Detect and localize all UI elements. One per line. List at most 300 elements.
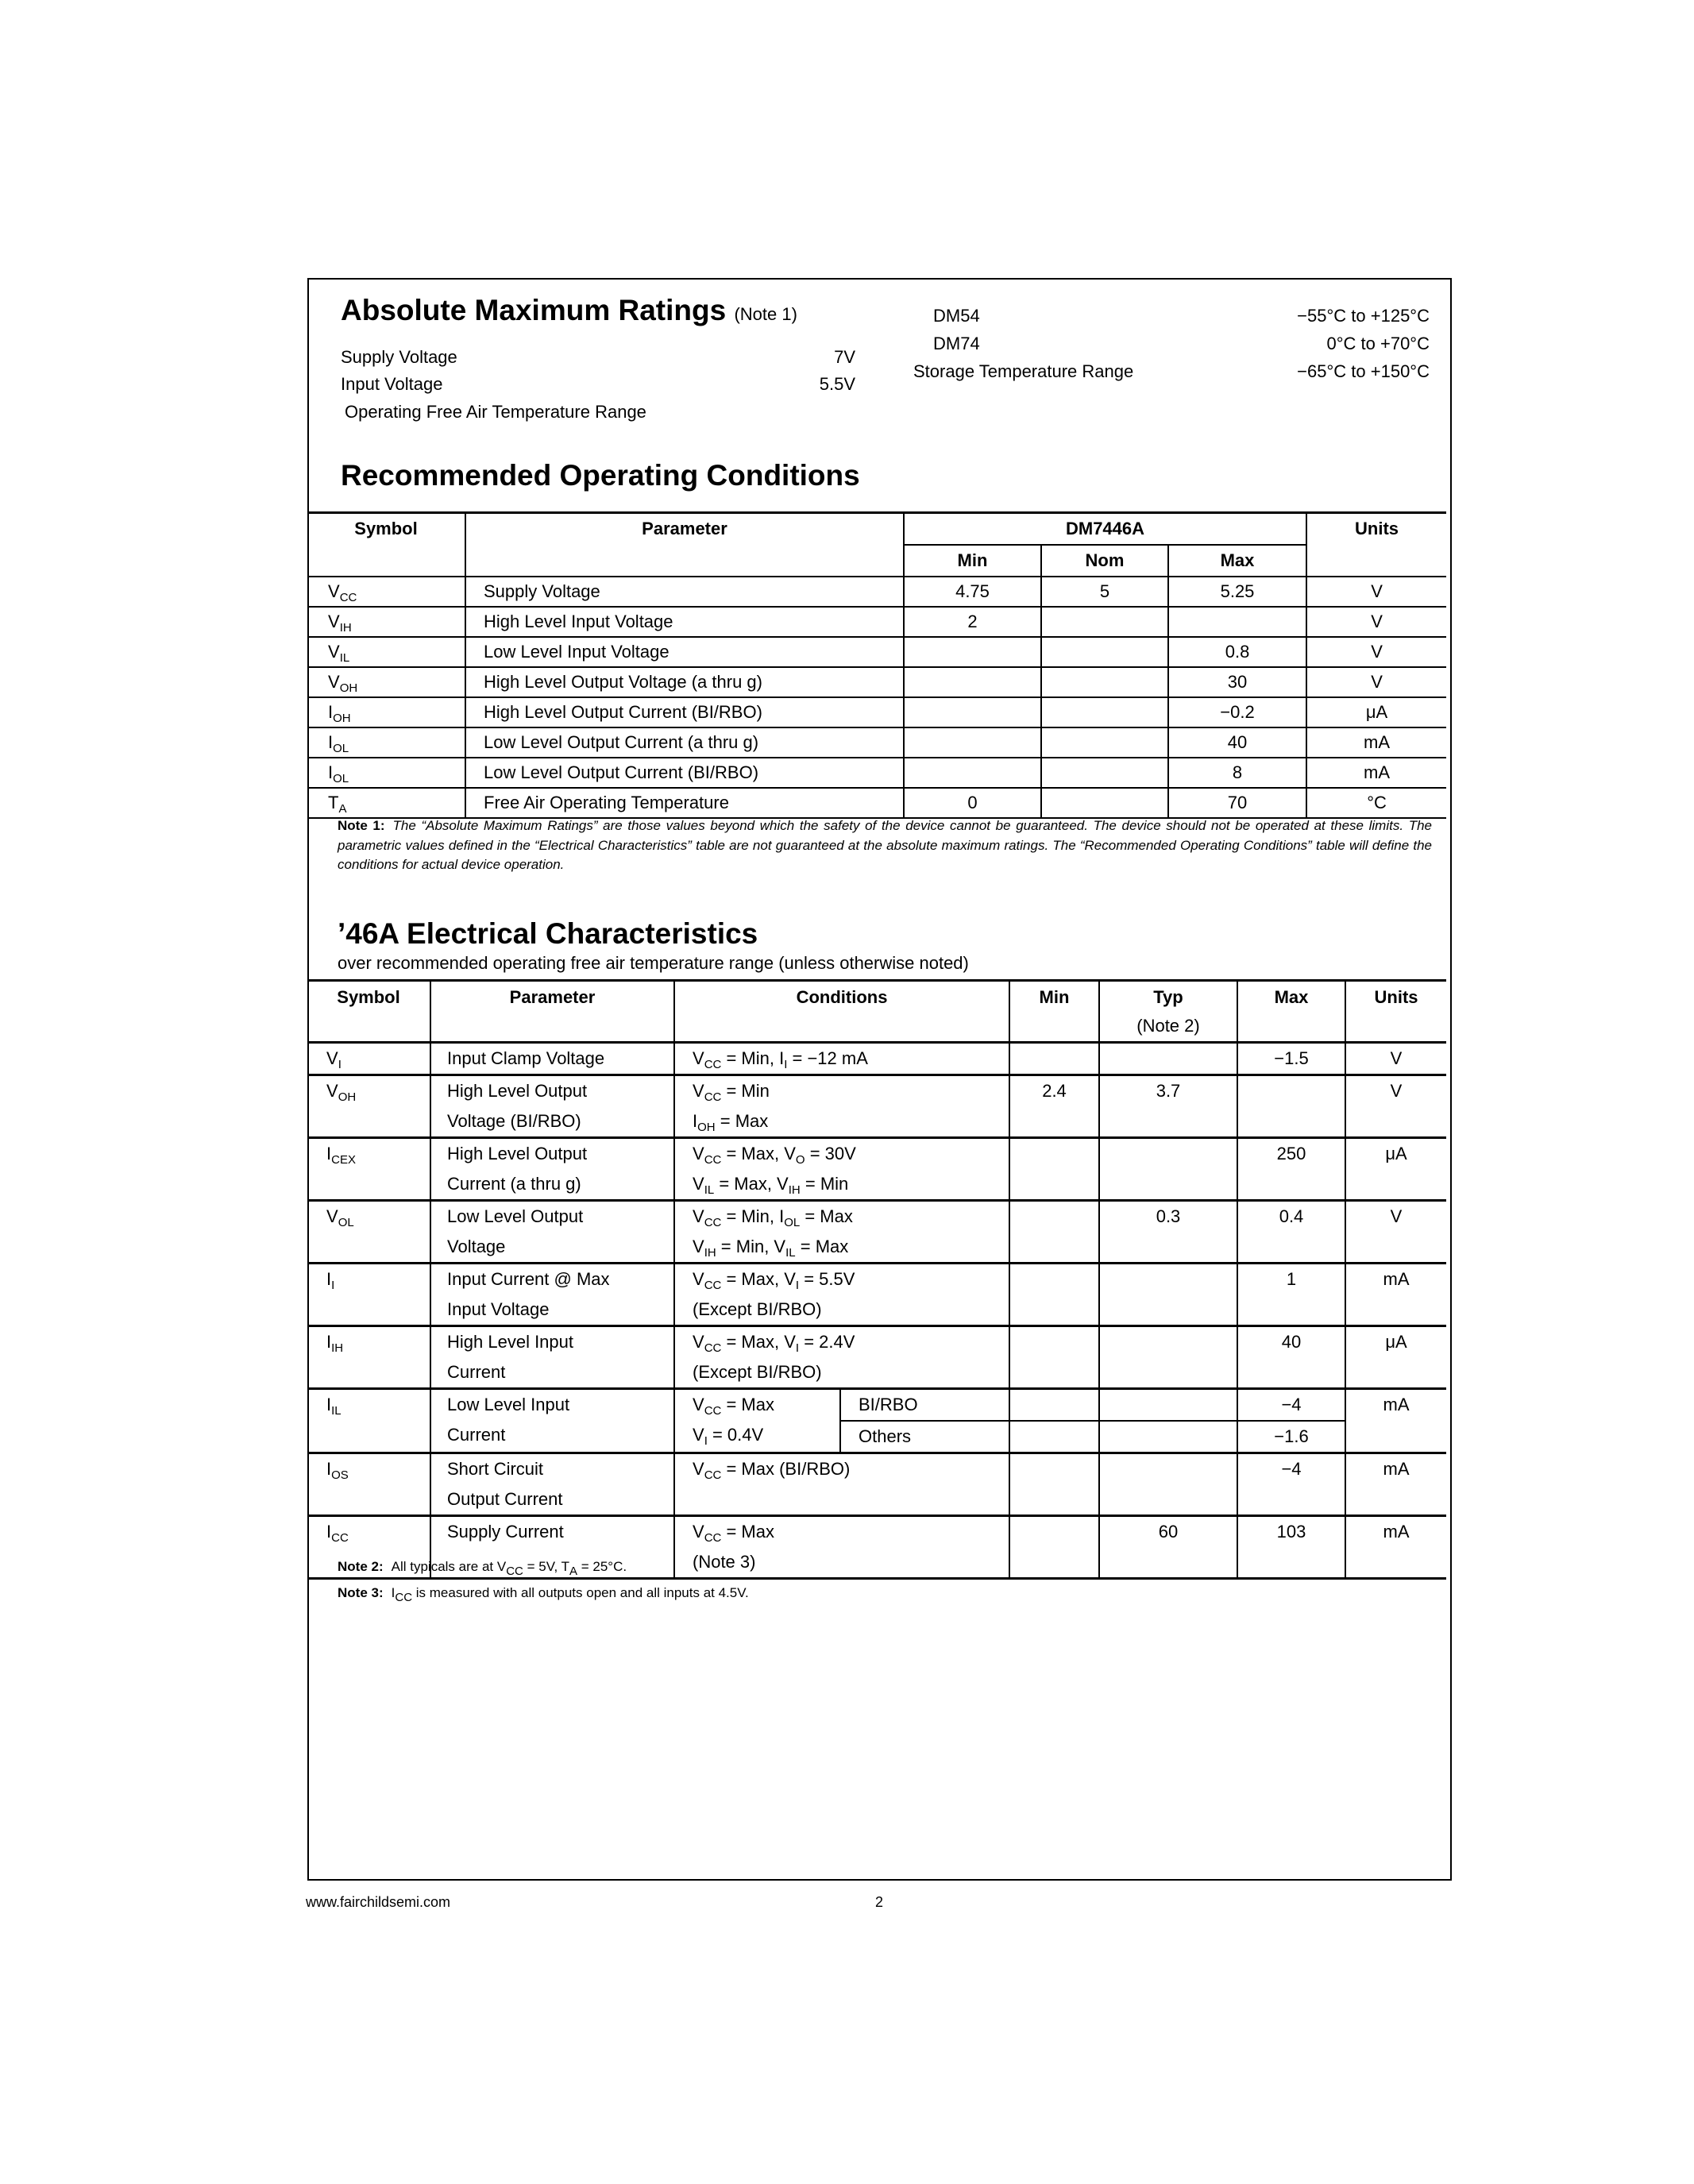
- conditions-cell-line: [693, 1390, 839, 1420]
- text-segment: V: [693, 1425, 704, 1445]
- abs-right-label: DM74: [933, 334, 980, 353]
- subscript: CC: [704, 1531, 722, 1545]
- parameter-cell: Low Level Output Current (a thru g): [465, 727, 904, 758]
- col-header-symbol: Symbol: [307, 981, 430, 1043]
- nom-cell: [1041, 758, 1168, 788]
- subscript: I: [331, 1279, 335, 1292]
- col-header-parameter: Parameter: [465, 513, 904, 577]
- text-segment: I: [326, 1459, 332, 1479]
- col-header-min: Min: [1009, 981, 1099, 1043]
- units-cell: μA: [1345, 1138, 1446, 1201]
- units-cell: mA: [1345, 1389, 1446, 1453]
- parameter-cell: [430, 1326, 674, 1389]
- max-cell: 30: [1168, 667, 1306, 697]
- max-cell: 5.25: [1168, 577, 1306, 607]
- subscript: I: [784, 1058, 788, 1071]
- rec-ops-title: Recommended Operating Conditions: [341, 459, 860, 492]
- table-row: [307, 1043, 1446, 1075]
- min-cell: [1009, 1201, 1099, 1264]
- min-cell: [1009, 1326, 1099, 1389]
- max-cell: [1168, 607, 1306, 637]
- text-segment: V: [693, 1048, 704, 1068]
- symbol-cell: [307, 788, 465, 818]
- parameter-cell: Low Level Output Current (BI/RBO): [465, 758, 904, 788]
- subscript: OH: [339, 681, 358, 695]
- subscript: IL: [339, 651, 350, 665]
- parameter-cell: Supply Voltage: [465, 577, 904, 607]
- conditions-cell-line: [693, 1106, 1009, 1136]
- min-cell: [904, 637, 1041, 667]
- parameter-cell: [430, 1138, 674, 1201]
- text-segment: = Max, V: [721, 1332, 796, 1352]
- text-segment: V: [328, 612, 340, 631]
- max-cell: 0.8: [1168, 637, 1306, 667]
- table-row: [307, 1201, 1446, 1264]
- min-cell: [904, 758, 1041, 788]
- text-segment: T: [328, 793, 339, 812]
- nom-cell: [1041, 667, 1168, 697]
- text-segment: I: [391, 1585, 396, 1600]
- text-segment: V: [693, 1206, 704, 1226]
- parameter-cell-line: Current (a thru g): [447, 1174, 581, 1194]
- note-3-text: [391, 1585, 749, 1604]
- conditions-cell: [674, 1075, 1009, 1138]
- parameter-cell-line: Voltage: [447, 1237, 506, 1256]
- col-header-nom: Nom: [1041, 545, 1168, 577]
- text-segment: = 2.4V: [799, 1332, 855, 1352]
- text-segment: V: [326, 1206, 338, 1226]
- abs-max-note-ref: (Note 1): [734, 304, 797, 324]
- abs-right-label: Storage Temperature Range: [913, 361, 1134, 381]
- table-row: [307, 667, 1446, 697]
- typ-cell: 60: [1099, 1516, 1237, 1579]
- units-cell: V: [1345, 1043, 1446, 1075]
- text-segment: V: [328, 581, 340, 601]
- text-segment: V: [693, 1332, 704, 1352]
- parameter-cell-line: Current: [447, 1362, 506, 1382]
- conditions-cell-line: [693, 1547, 1009, 1577]
- table-row: [307, 697, 1446, 727]
- min-cell: [1009, 1389, 1099, 1422]
- units-cell: °C: [1306, 788, 1446, 818]
- max-cell: 0.4: [1237, 1201, 1345, 1264]
- units-cell: mA: [1345, 1516, 1446, 1579]
- subscript: I: [338, 1058, 342, 1071]
- abs-item-value: 5.5V: [819, 374, 855, 394]
- max-cell: 250: [1237, 1138, 1345, 1201]
- table-row: [307, 1453, 1446, 1516]
- text-segment: I: [693, 1111, 698, 1131]
- subscript: A: [569, 1565, 578, 1578]
- subscript: CC: [331, 1531, 349, 1545]
- col-header-units: Units: [1306, 513, 1446, 577]
- subscript: CC: [704, 1216, 722, 1229]
- parameter-cell-line: Input Voltage: [447, 1299, 550, 1319]
- symbol-cell: [307, 637, 465, 667]
- symbol-cell: [307, 758, 465, 788]
- max-cell: 103: [1237, 1516, 1345, 1579]
- units-cell: μA: [1306, 697, 1446, 727]
- col-header-max: Max: [1168, 545, 1306, 577]
- max-cell: −1.5: [1237, 1043, 1345, 1075]
- table-row: [307, 758, 1446, 788]
- conditions-cell-line: [693, 1169, 1009, 1199]
- table-row: [307, 1326, 1446, 1389]
- subscript: CC: [395, 1591, 413, 1604]
- col-header-parameter: Parameter: [430, 981, 674, 1043]
- units-cell: μA: [1345, 1326, 1446, 1389]
- text-segment: = Min, I: [721, 1206, 785, 1226]
- conditions-cell: [674, 1264, 1009, 1326]
- nom-cell: [1041, 637, 1168, 667]
- abs-item-label: Supply Voltage: [341, 347, 457, 367]
- parameter-cell-line: Low Level Output: [447, 1206, 584, 1226]
- parameter-cell-line: Input Clamp Voltage: [447, 1048, 605, 1068]
- text-segment: = Min, V: [716, 1237, 786, 1256]
- text-segment: = Max: [721, 1395, 774, 1414]
- min-cell: [1009, 1516, 1099, 1579]
- text-segment: = 5V, T: [523, 1559, 569, 1574]
- conditions-cell: [674, 1326, 1009, 1389]
- subscript: CC: [704, 1090, 722, 1104]
- table-row: [307, 607, 1446, 637]
- conditions-cell: [674, 1389, 840, 1453]
- units-cell: mA: [1345, 1264, 1446, 1326]
- note-1: [338, 816, 1432, 875]
- conditions-cell-line: [693, 1232, 1009, 1262]
- subscript: OL: [338, 1216, 354, 1229]
- text-segment: = Max: [721, 1522, 774, 1542]
- units-cell: V: [1306, 607, 1446, 637]
- subscript: CEX: [331, 1153, 356, 1167]
- conditions-cell-line: [693, 1420, 839, 1450]
- min-cell: 2.4: [1009, 1075, 1099, 1138]
- text-segment: = 5.5V: [799, 1269, 855, 1289]
- units-cell: V: [1306, 577, 1446, 607]
- text-segment: V: [693, 1522, 704, 1542]
- subscript: OH: [697, 1121, 716, 1134]
- text-segment: V: [328, 642, 340, 662]
- text-segment: I: [328, 732, 334, 752]
- symbol-cell: [307, 607, 465, 637]
- conditions-cell-line: [693, 1454, 1009, 1484]
- symbol-cell: [307, 1138, 430, 1201]
- typ-cell: [1099, 1326, 1237, 1389]
- table-row: [307, 577, 1446, 607]
- min-cell: [1009, 1453, 1099, 1516]
- symbol-cell: [307, 727, 465, 758]
- note-2-label: Note 2:: [338, 1559, 384, 1574]
- parameter-cell: [430, 1075, 674, 1138]
- text-segment: = −12 mA: [787, 1048, 868, 1068]
- min-cell: 2: [904, 607, 1041, 637]
- min-cell: [904, 727, 1041, 758]
- text-segment: = Max, V: [721, 1144, 796, 1163]
- symbol-cell: [307, 1264, 430, 1326]
- parameter-cell: [430, 1264, 674, 1326]
- typ-cell: [1099, 1138, 1237, 1201]
- subscript: IH: [788, 1183, 801, 1197]
- conditions-cell-line: [693, 1517, 1009, 1547]
- symbol-cell: [307, 697, 465, 727]
- min-cell: 4.75: [904, 577, 1041, 607]
- parameter-cell-line: High Level Input: [447, 1332, 573, 1352]
- text-segment: I: [326, 1269, 332, 1289]
- text-segment: V: [328, 672, 340, 692]
- symbol-cell: [307, 1389, 430, 1453]
- subscript: IL: [785, 1246, 796, 1260]
- parameter-cell: High Level Output Voltage (a thru g): [465, 667, 904, 697]
- parameter-cell-line: Output Current: [447, 1489, 563, 1509]
- subscript: OL: [784, 1216, 801, 1229]
- subscript: OH: [333, 712, 351, 725]
- nom-cell: 5: [1041, 577, 1168, 607]
- symbol-cell: [307, 667, 465, 697]
- text-segment: V: [693, 1395, 704, 1414]
- subscript: I: [704, 1434, 708, 1448]
- parameter-cell-line: Short Circuit: [447, 1459, 544, 1479]
- min-cell: [1009, 1043, 1099, 1075]
- typ-cell: [1099, 1389, 1237, 1422]
- text-segment: = 0.4V: [707, 1425, 764, 1445]
- typ-cell: [1099, 1264, 1237, 1326]
- typ-cell: [1099, 1421, 1237, 1453]
- subscript: IL: [704, 1183, 715, 1197]
- text-segment: = Max: [800, 1206, 853, 1226]
- nom-cell: [1041, 727, 1168, 758]
- elec-subtitle: over recommended operating free air temperature range (unless otherwise noted): [338, 953, 969, 973]
- text-segment: I: [328, 702, 334, 722]
- note-2: [338, 1559, 627, 1578]
- symbol-cell: [307, 1201, 430, 1264]
- max-cell: −4: [1237, 1453, 1345, 1516]
- subscript: I: [795, 1279, 800, 1292]
- text-segment: = Min, I: [721, 1048, 785, 1068]
- text-segment: V: [693, 1459, 704, 1479]
- col-header-group: DM7446A: [904, 513, 1306, 546]
- page-number: 2: [875, 1894, 884, 1910]
- max-cell: 40: [1237, 1326, 1345, 1389]
- text-segment: (Except BI/RBO): [693, 1299, 822, 1319]
- text-segment: V: [693, 1081, 704, 1101]
- min-cell: [1009, 1138, 1099, 1201]
- parameter-cell: [430, 1453, 674, 1516]
- subscript: OH: [338, 1090, 357, 1104]
- conditions-cell: [674, 1453, 1009, 1516]
- subscript: OL: [333, 742, 349, 755]
- subscript: CC: [506, 1565, 523, 1578]
- text-segment: (Except BI/RBO): [693, 1362, 822, 1382]
- subscript: IH: [339, 621, 352, 635]
- max-cell: 8: [1168, 758, 1306, 788]
- elec-title: ’46A Electrical Characteristics: [338, 917, 758, 950]
- table-row: [307, 1389, 1446, 1422]
- parameter-cell-line: Supply Current: [447, 1522, 564, 1542]
- text-segment: All typicals are at V: [391, 1559, 507, 1574]
- nom-cell: [1041, 607, 1168, 637]
- units-cell: V: [1306, 667, 1446, 697]
- conditions-cell-line: [693, 1327, 1009, 1357]
- conditions-cell-line: [693, 1139, 1009, 1169]
- conditions-cell-line: [693, 1264, 1009, 1295]
- subscript: CC: [704, 1404, 722, 1418]
- subscript: O: [795, 1153, 805, 1167]
- nom-cell: [1041, 788, 1168, 818]
- text-segment: = Max: [795, 1237, 849, 1256]
- text-segment: (Note 3): [693, 1552, 756, 1572]
- parameter-cell-line: Current: [447, 1425, 506, 1445]
- table-row: [307, 1075, 1446, 1138]
- subscript: IH: [704, 1246, 716, 1260]
- units-cell: mA: [1306, 727, 1446, 758]
- symbol-cell: [307, 1453, 430, 1516]
- parameter-cell-line: Voltage (BI/RBO): [447, 1111, 581, 1131]
- min-cell: [904, 697, 1041, 727]
- parameter-cell: [430, 1201, 674, 1264]
- symbol-cell: [307, 1043, 430, 1075]
- typ-cell: 0.3: [1099, 1201, 1237, 1264]
- conditions-cell-line: [693, 1044, 1009, 1074]
- text-segment: V: [693, 1237, 704, 1256]
- subscript: CC: [339, 591, 357, 604]
- abs-item-value: 7V: [834, 347, 855, 367]
- abs-max-title: Absolute Maximum Ratings (Note 1): [341, 294, 797, 326]
- max-cell: 70: [1168, 788, 1306, 818]
- text-segment: I: [326, 1522, 332, 1542]
- abs-right-value: 0°C to +70°C: [1326, 334, 1430, 353]
- op-temp-label: Operating Free Air Temperature Range: [345, 402, 646, 422]
- parameter-cell: [430, 1043, 674, 1075]
- max-cell: [1237, 1075, 1345, 1138]
- subscript: CC: [704, 1153, 722, 1167]
- text-segment: = Min: [800, 1174, 849, 1194]
- subscript: OS: [331, 1468, 349, 1482]
- max-cell: −4: [1237, 1389, 1345, 1422]
- footer-url[interactable]: www.fairchildsemi.com: [306, 1894, 451, 1910]
- text-segment: I: [326, 1144, 332, 1163]
- max-cell: 40: [1168, 727, 1306, 758]
- text-segment: = Max, V: [721, 1269, 796, 1289]
- typ-cell: [1099, 1453, 1237, 1516]
- conditions-cell: [674, 1201, 1009, 1264]
- table-row: [307, 727, 1446, 758]
- text-segment: V: [326, 1048, 338, 1068]
- conditions-cell: [674, 1043, 1009, 1075]
- table-row: [307, 637, 1446, 667]
- conditions-cell-line: [693, 1295, 1009, 1325]
- text-segment: = 30V: [805, 1144, 856, 1163]
- text-segment: = Min: [721, 1081, 770, 1101]
- elec-table: [307, 979, 1446, 1580]
- parameter-cell-line: Input Current @ Max: [447, 1269, 610, 1289]
- sub-condition-cell: Others: [840, 1421, 1009, 1453]
- table-row: [307, 1264, 1446, 1326]
- text-segment: is measured with all outputs open and all inputs at 4.5V.: [412, 1585, 749, 1600]
- subscript: CC: [704, 1468, 722, 1482]
- parameter-cell: Low Level Input Voltage: [465, 637, 904, 667]
- subscript: IH: [331, 1341, 344, 1355]
- subscript: CC: [704, 1341, 722, 1355]
- typ-cell: [1099, 1043, 1237, 1075]
- units-cell: V: [1306, 637, 1446, 667]
- conditions-cell-line: [693, 1076, 1009, 1106]
- min-cell: [904, 667, 1041, 697]
- parameter-cell: Free Air Operating Temperature: [465, 788, 904, 818]
- subscript: OL: [333, 772, 349, 785]
- table-row: [307, 788, 1446, 818]
- parameter-cell-line: Low Level Input: [447, 1395, 570, 1414]
- note-3-label: Note 3:: [338, 1585, 384, 1600]
- max-cell: −1.6: [1237, 1421, 1345, 1453]
- table-row: [307, 1138, 1446, 1201]
- subscript: CC: [704, 1058, 722, 1071]
- symbol-cell: [307, 1326, 430, 1389]
- parameter-cell-line: High Level Output: [447, 1081, 588, 1101]
- units-cell: mA: [1306, 758, 1446, 788]
- subscript: CC: [704, 1279, 722, 1292]
- units-cell: V: [1345, 1201, 1446, 1264]
- text-segment: V: [326, 1081, 338, 1101]
- parameter-cell-line: High Level Output: [447, 1144, 588, 1163]
- text-segment: I: [326, 1332, 332, 1352]
- note-1-text: The “Absolute Maximum Ratings” are those values beyond which the safety of the device cannot be guaranteed. The device should not be operated at these limits. The parametric values defined in the “Electrical Characteristics” table are not guaranteed at the absolute maximum ratings. The “Recommended Operating Conditions” table will define the conditions for actual device operation.: [338, 818, 1432, 872]
- text-segment: = Max, V: [714, 1174, 789, 1194]
- abs-right-value: −65°C to +150°C: [1297, 361, 1430, 381]
- min-cell: [1009, 1421, 1099, 1453]
- text-segment: V: [693, 1174, 704, 1194]
- conditions-cell-line: [693, 1357, 1009, 1387]
- col-header-conditions: Conditions: [674, 981, 1009, 1043]
- text-segment: I: [326, 1395, 332, 1414]
- col-header-max: Max: [1237, 981, 1345, 1043]
- units-cell: V: [1345, 1075, 1446, 1138]
- symbol-cell: [307, 577, 465, 607]
- symbol-cell: [307, 1075, 430, 1138]
- sub-condition-cell: BI/RBO: [840, 1389, 1009, 1422]
- parameter-cell: [430, 1389, 674, 1453]
- min-cell: 0: [904, 788, 1041, 818]
- col-header-symbol: Symbol: [307, 513, 465, 577]
- max-cell: 1: [1237, 1264, 1345, 1326]
- abs-right-value: −55°C to +125°C: [1297, 306, 1430, 326]
- parameter-cell: High Level Output Current (BI/RBO): [465, 697, 904, 727]
- subscript: I: [795, 1341, 800, 1355]
- subscript: A: [338, 802, 347, 816]
- text-segment: V: [693, 1269, 704, 1289]
- note-1-label: Note 1:: [338, 818, 385, 833]
- text-segment: = 25°C.: [577, 1559, 627, 1574]
- min-cell: [1009, 1264, 1099, 1326]
- col-header-typ: [1099, 981, 1237, 1043]
- typ-cell: 3.7: [1099, 1075, 1237, 1138]
- col-header-units: Units: [1345, 981, 1446, 1043]
- conditions-cell: [674, 1516, 1009, 1579]
- max-cell: −0.2: [1168, 697, 1306, 727]
- note-2-text: [391, 1559, 627, 1578]
- text-segment: = Max (BI/RBO): [721, 1459, 851, 1479]
- text-segment: V: [693, 1144, 704, 1163]
- nom-cell: [1041, 697, 1168, 727]
- typ-label: Typ: [1153, 987, 1183, 1007]
- abs-right-label: DM54: [933, 306, 980, 326]
- abs-item-label: Input Voltage: [341, 374, 443, 394]
- parameter-cell: High Level Input Voltage: [465, 607, 904, 637]
- conditions-cell: [674, 1138, 1009, 1201]
- note-3: [338, 1585, 749, 1604]
- text-segment: = Max: [715, 1111, 769, 1131]
- rec-ops-table: [307, 511, 1446, 819]
- conditions-cell-line: [693, 1202, 1009, 1232]
